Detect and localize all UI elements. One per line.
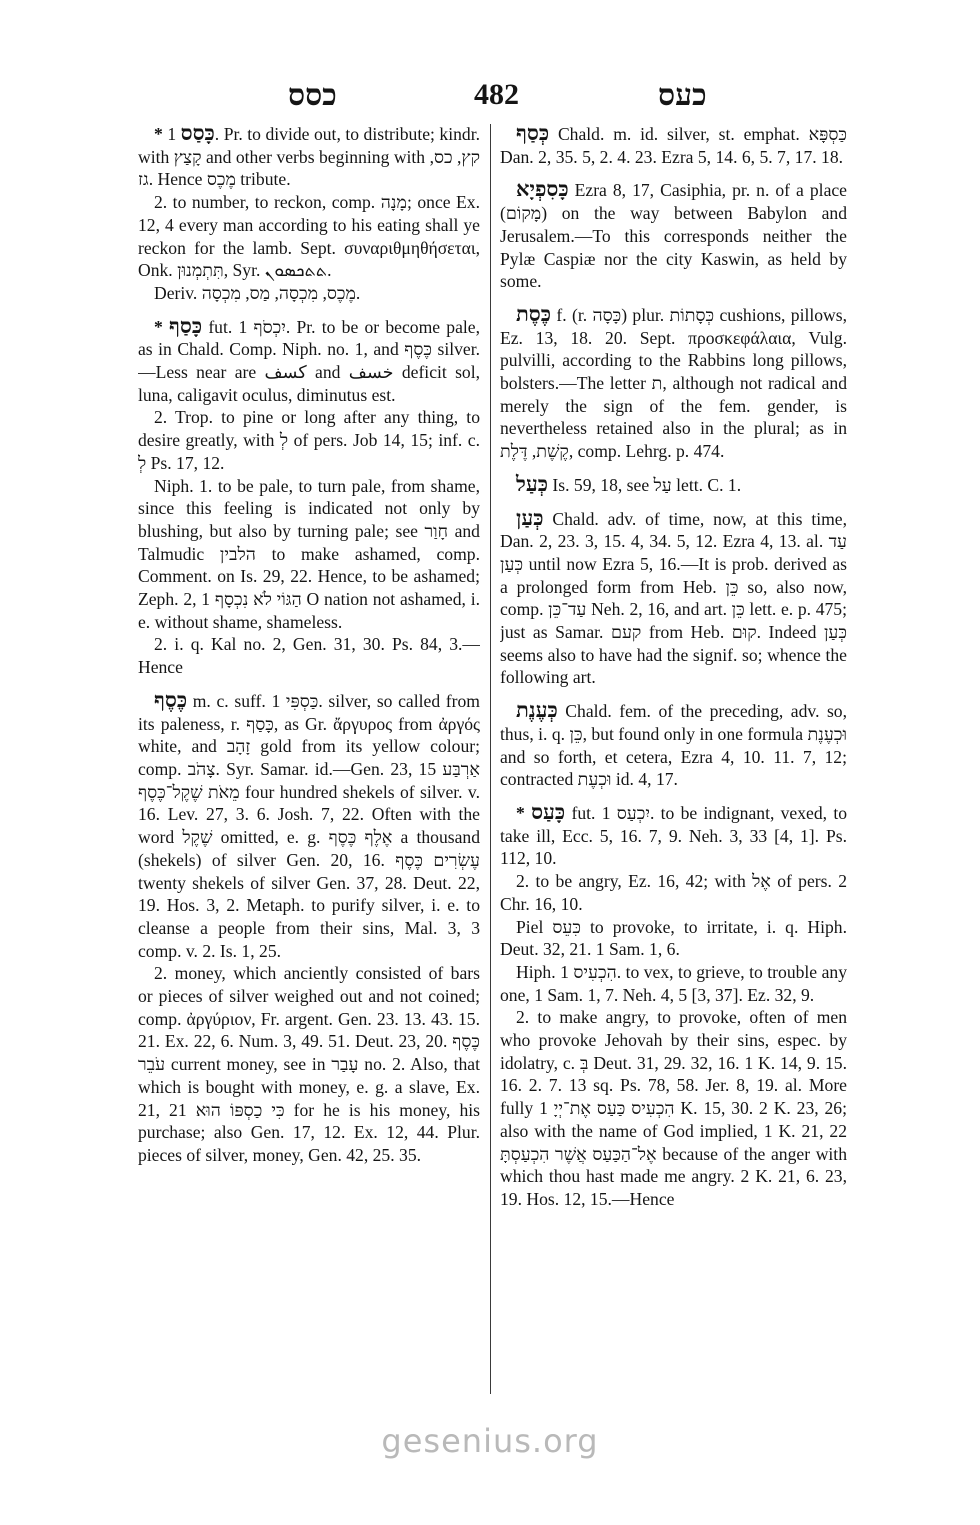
entry-star: * <box>154 316 163 337</box>
entry-text: Chald. fem. of the preceding, adv. so, thus, i. q. כֵּן, but found only in one formula וּכְעֶנֶת and so forth, et cetera, Ezra 4, 10. 11. 7, 12; contracted וּכְעֶת id. 4, 17. <box>500 701 847 790</box>
entry-text: 2. to be angry, Ez. 16, 42; with אֶל of pers. 2 Chr. 16, 10. <box>500 871 847 914</box>
entry-headword: כָּסַף <box>169 313 203 338</box>
entry-text: Is. 59, 18, see עַל lett. C. 1. <box>552 474 742 495</box>
entry-sense <box>138 475 480 634</box>
right-column <box>500 122 847 1407</box>
entry-text: 2. i. q. Kal no. 2, Gen. 31, 30. Ps. 84, 3.—Hence <box>138 634 480 678</box>
column-divider <box>490 124 491 1394</box>
dictionary-entry <box>500 801 847 870</box>
entry-text: 2. Trop. to pine or long after any thing, to desire greatly, with לְ of pers. Job 14, 15; inf. c. לְ Ps. 17, 12. <box>138 407 480 473</box>
entry-sense <box>500 1006 847 1210</box>
entry-star: * <box>516 802 525 823</box>
entry-text: 2. money, which anciently consisted of bars or pieces of silver weighed out and not coined; comp. ἀργύριον, Fr. argent. Gen. 23. 13. 43. 15. 21. Ex. 22, 6. Num. 3, 49. 51. Deut. 23, 20. כֶּסֶף עֹבֵר current money, see in עָבַר no. 2. Also, that which is bought with money, e. g. a slave, Ex. 21, 21 כִּי כַסְפּוֹ הוּא for he is his money, his purchase; also Gen. 17, 12. Ex. 12, 44. Plur. pieces of silver, money, Gen. 42, 25. 35. <box>138 963 480 1165</box>
entry-headword: כְּעַל <box>516 471 548 496</box>
entry-headword: כְּעֶנֶת <box>516 698 558 723</box>
entry-sense <box>500 961 847 1006</box>
entry-sense <box>138 406 480 474</box>
entry-sense <box>138 962 480 1166</box>
dictionary-entry <box>500 507 847 690</box>
entry-text: Chald. m. id. silver, st. emphat. כַּסְפָּא Dan. 2, 35. 5, 2. 4. 23. Ezra 5, 14. 6, 5. 7, 17. 18. <box>500 124 847 167</box>
left-column <box>138 122 480 1407</box>
entry-text: fut. יִכְעַס 1. to be indignant, vexed, to take ill, Ecc. 5, 16. 7, 9. Neh. 3, 33 [4, 1]. Ps. 112, 10. <box>500 802 847 869</box>
dictionary-entry <box>500 473 847 497</box>
entry-text: Piel כִּעֵס to provoke, to irritate, i. q. Hiph. Deut. 32, 21. 1 Sam. 1, 6. <box>500 916 847 960</box>
entry-text: m. c. suff. כַּסְפִּי 1. silver, so called from its paleness, r. כָּסַף, as Gr. ἄργυρος from ἀργός white, and זָהָב gold from its yellow colour; comp. צָהֹב. Syr. Samar. id.—Gen. 23, 15 אַרְבַּע מֵאֹת שֶׁקֶל־כֶּסֶף four hundred shekels of silver. v. 16. Lev. 27, 3. 6. Josh. 7, 22. Often with the word שֶׁקֶל omitted, e. g. אֶלֶף כֶּסֶף a thousand (shekels) of silver Gen. 20, 16. עֶשְׂרִים כֶּסֶף twenty shekels of silver Gen. 37, 28. Deut. 22, 19. Hos. 3, 2. Metaph. to purify silver, i. e. to cleanse a people from their sins, Mal. 3, 3 comp. v. 2. Is. 1, 25. <box>138 690 480 961</box>
entry-headword: כֶּסֶף <box>154 687 188 712</box>
dictionary-entry <box>138 315 480 407</box>
header-right-word: כעס <box>658 78 707 113</box>
entry-text: Chald. adv. of time, now, at this time, Dan. 2, 23. 3, 15. 4, 34. 5, 12. Ezra 4, 13. al. עַד כְּעַן until now Ezra 5, 16.—It is prob. derived as a prolonged form from Heb. כֵּן so, also now, comp. עַד־כֵּן Neh. 2, 16, and art. כֵּן lett. e. p. 475; just as Samar. קעם from Heb. קוּם. Indeed כְּעַן seems also to have had the signif. so; whence the following art. <box>500 508 847 688</box>
page-header <box>0 78 980 118</box>
entry-text: Niph. 1. to be pale, to turn pale, from shame, since this feeling is indicated not only by blushing, but also by turning pale; see חָוַר and Talmudic הלבין to make ashamed, comp. Comment. on Is. 29, 22. Hence, to be ashamed; Zeph. 2, 1 הַגּוֹי לֹא נִכְסָף O nation not ashamed, i. e. without shame, shameless. <box>138 475 480 632</box>
entry-text: 2. to number, to reckon, comp. מָנָה; once Ex. 12, 4 every man according to his eating shall ye reckon for the lamb. Sept. συναριθμηθήσεται, Onk. תִּתְמְנוּן, Syr. ܬܬܟܣܘܢ. <box>138 192 480 281</box>
entry-sense <box>138 191 480 282</box>
entry-headword: כָּסַס <box>180 122 215 145</box>
entry-sense <box>500 870 847 915</box>
entry-text: fut. יִכְסֹף 1. Pr. to be or become pale, as in Chald. Comp. Niph. no. 1, and כֶּסֶף silver.—Less near are كسف and خسف deficit sol, luna, caligavit oculus, diminutus est. <box>138 316 480 405</box>
entry-sense <box>138 282 480 305</box>
entry-headword: כְּסַף <box>516 122 550 145</box>
entry-sense <box>500 916 847 961</box>
entry-text: 1. Pr. to divide out, to distribute; kindr. with קָצַץ and other verbs beginning with קץ, כס, גז. Hence מֶכֶס tribute. <box>138 124 480 190</box>
dictionary-entry <box>138 689 480 962</box>
watermark: gesenius.org <box>381 1422 599 1460</box>
entry-star: * <box>154 124 163 144</box>
entry-headword: כֶּסֶת <box>516 301 552 326</box>
dictionary-entry <box>500 178 847 293</box>
entry-text: Hiph. הִכְעִיס 1. to vex, to grieve, to trouble any one, 1 Sam. 1, 7. Neh. 4, 5 [3, 37]. Ez. 32, 9. <box>500 961 847 1005</box>
entry-text: Deriv. מֶכֶס, מִכְסָה, מַס, מִכְסָה. <box>154 282 361 303</box>
header-left-word: כסס <box>288 78 337 113</box>
entry-text: Ezra 8, 17, Casiphia, pr. n. of a place (מָקוֹם) on the way between Babylon and Jerusalem.—To this corresponds neither the Pylæ Caspiæ nor the city Kaswin, as held by some. <box>500 180 847 292</box>
dictionary-entry <box>500 699 847 791</box>
dictionary-entry <box>500 303 847 463</box>
entry-headword: כָּעַס <box>531 799 566 824</box>
entry-text: f. (r. כָּסָה) plur. כְּסָתוֹת cushions, pillows, Ez. 13, 18. 20. Sept. προσκεφάλαια, Vulg. pulvilli, according to the Rabbins long pillows, bolsters.—The letter ת, although not radical and merely the sign of the fem. gender, is nevertheless retained also in the plural; as in קֶשֶׁת, דֶּלֶת, comp. Lehrg. p. 474. <box>500 304 847 462</box>
entry-text: 2. to make angry, to provoke, often of men who provoke Jehovah by their sins, espec. by idolatry, c. בְּ Deut. 31, 29. 32, 16. 1 K. 14, 9. 15. 16. 2. 7. 13 sq. Ps. 78, 58. Jer. 8, 19. al. More fully הִכְעִיס כַּעַס אֶת־יְיָ 1 K. 15, 30. 2 K. 23, 26; also with the name of God implied, 1 K. 21, 22 אֶל־הַכַּעַס אֲשֶׁר הִכְעַסְתָּ because of the anger with which thou hast made me angry. 2 K. 21, 6. 23, 19. Hos. 12, 15.—Hence <box>500 1007 847 1209</box>
dictionary-entry <box>500 122 847 168</box>
page-number: 482 <box>474 78 519 111</box>
dictionary-entry <box>138 122 480 191</box>
entry-headword: כָּסִפְיָא <box>516 177 569 202</box>
entry-headword: כְּעַן <box>516 505 544 530</box>
entry-sense <box>138 633 480 678</box>
